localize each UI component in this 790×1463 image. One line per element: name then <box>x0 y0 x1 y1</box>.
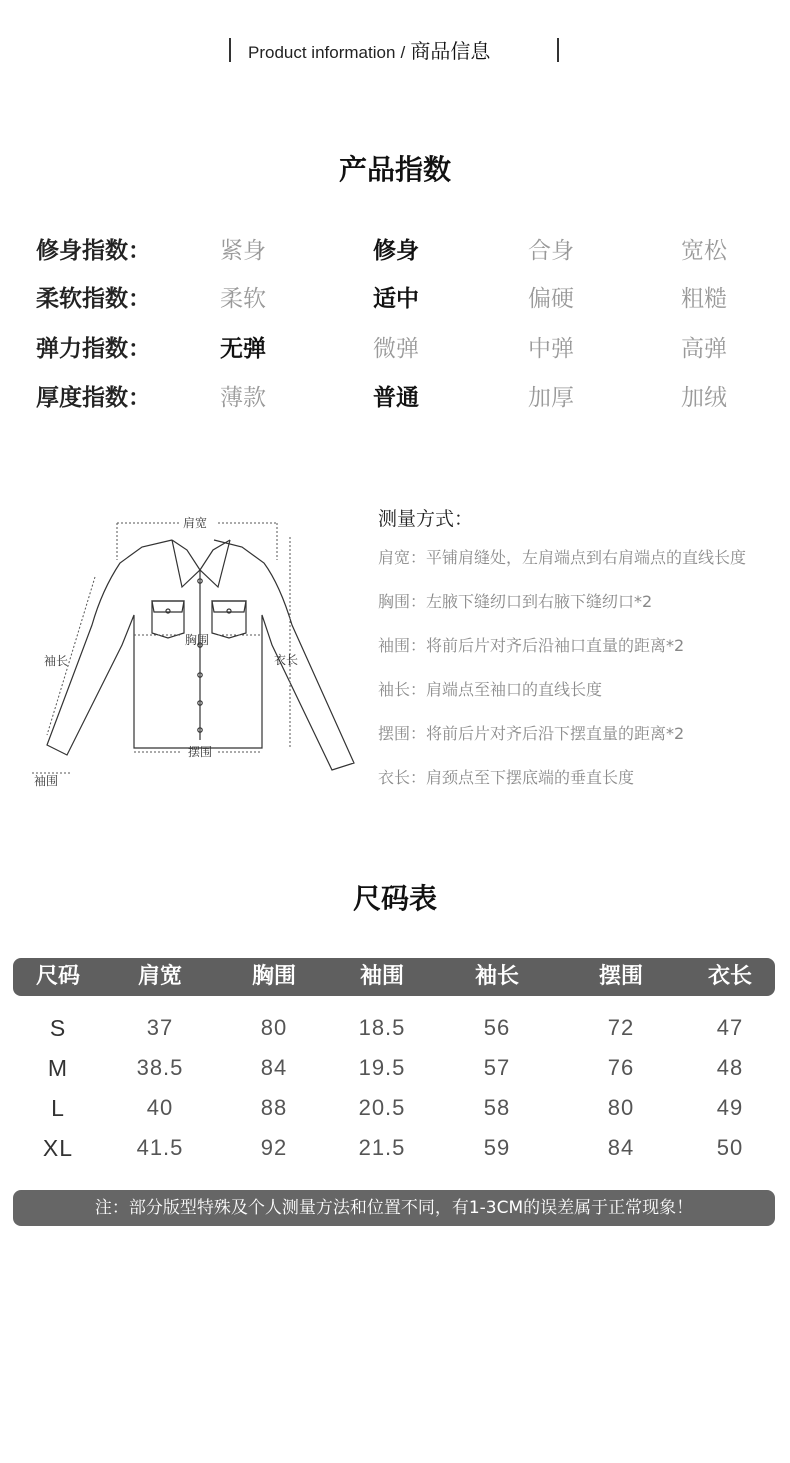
index-option: 粗糙 <box>681 286 727 312</box>
table-cell: 84 <box>607 1135 635 1160</box>
measurement-item: 胸围：左腋下缝纫口到右腋下缝纫口*2 <box>378 592 653 611</box>
product-info-header <box>0 36 790 66</box>
size-header-cell: 胸围 <box>251 964 297 989</box>
diagram-label-shoulder: 肩宽 <box>183 516 208 530</box>
jacket-measurement-diagram <box>22 505 362 795</box>
index-option: 合身 <box>528 238 574 264</box>
table-cell: 92 <box>260 1135 288 1160</box>
size-cell: S <box>49 1015 67 1041</box>
table-cell: 80 <box>607 1095 635 1120</box>
header-left-bar <box>229 38 231 62</box>
table-cell: 80 <box>260 1015 288 1040</box>
table-cell: 47 <box>716 1015 744 1040</box>
table-cell: 41.5 <box>136 1135 184 1160</box>
index-option-selected: 修身 <box>373 238 419 264</box>
table-cell: 20.5 <box>358 1095 406 1120</box>
table-cell: 59 <box>483 1135 511 1160</box>
size-cell: XL <box>42 1135 74 1161</box>
header-title-en: Product information <box>248 43 396 62</box>
size-header-cell: 袖长 <box>474 964 520 989</box>
diagram-label-chest: 胸围 <box>185 633 210 647</box>
header-title-cn: 商品信息 <box>410 39 491 63</box>
index-row-thickness <box>0 379 790 419</box>
diagram-label-cuff: 袖围 <box>34 774 59 788</box>
index-row-softness <box>0 280 790 320</box>
table-cell: 76 <box>607 1055 635 1080</box>
measurement-title: 测量方式： <box>378 508 474 530</box>
size-header-cell: 摆围 <box>598 964 644 989</box>
measurement-item: 摆围：将前后片对齐后沿下摆直量的距离*2 <box>378 724 685 743</box>
table-cell: 38.5 <box>136 1055 184 1080</box>
index-option: 偏硬 <box>528 286 574 312</box>
header-title <box>248 36 490 66</box>
index-option-selected: 普通 <box>373 385 419 411</box>
table-row <box>0 1015 790 1045</box>
measurement-note: 注：部分版型特殊及个人测量方法和位置不同，有1-3CM的误差属于正常现象！ <box>13 1190 775 1226</box>
table-cell: 49 <box>716 1095 744 1120</box>
jacket-illustration <box>22 505 362 795</box>
index-option: 高弹 <box>681 336 727 362</box>
table-cell: 57 <box>483 1055 511 1080</box>
index-label: 厚度指数： <box>36 385 151 411</box>
diagram-label-hem: 摆围 <box>188 745 213 759</box>
index-option: 宽松 <box>681 238 727 264</box>
index-row-fit <box>0 232 790 272</box>
table-cell: 40 <box>146 1095 174 1120</box>
table-cell: 48 <box>716 1055 744 1080</box>
index-label: 弹力指数： <box>36 336 151 362</box>
size-cell: L <box>51 1095 65 1121</box>
measurement-item: 衣长：肩颈点至下摆底端的垂直长度 <box>378 768 635 787</box>
index-option: 加绒 <box>681 385 727 411</box>
size-header-cell: 衣长 <box>707 964 753 989</box>
size-cell: M <box>47 1055 69 1081</box>
index-option: 中弹 <box>528 336 574 362</box>
header-separator: / <box>400 43 406 62</box>
table-cell: 56 <box>483 1015 511 1040</box>
index-label: 修身指数： <box>36 238 151 264</box>
measurement-item: 袖长：肩端点至袖口的直线长度 <box>378 680 603 699</box>
table-row <box>0 1095 790 1125</box>
index-option: 加厚 <box>528 385 574 411</box>
size-section-title: 尺码表 <box>352 882 437 915</box>
table-cell: 58 <box>483 1095 511 1120</box>
index-option-selected: 无弹 <box>220 336 266 362</box>
table-cell: 18.5 <box>358 1015 406 1040</box>
table-cell: 21.5 <box>358 1135 406 1160</box>
index-option-selected: 适中 <box>373 286 419 312</box>
diagram-label-sleeve-length: 袖长 <box>44 654 69 668</box>
measurement-item: 袖围：将前后片对齐后沿袖口直量的距离*2 <box>378 636 685 655</box>
table-cell: 19.5 <box>358 1055 406 1080</box>
size-header-cell: 袖围 <box>359 964 405 989</box>
index-label: 柔软指数： <box>36 286 151 312</box>
table-cell: 88 <box>260 1095 288 1120</box>
table-row <box>0 1055 790 1085</box>
table-cell: 37 <box>146 1015 174 1040</box>
size-header-cell: 肩宽 <box>137 964 183 989</box>
diagram-label-length: 衣长 <box>274 653 299 667</box>
table-row <box>0 1135 790 1165</box>
measurement-methods <box>378 504 763 811</box>
size-table-header <box>13 958 775 996</box>
header-right-bar <box>557 38 559 62</box>
index-row-elasticity <box>0 330 790 370</box>
index-section-title: 产品指数 <box>338 153 451 186</box>
size-header-cell: 尺码 <box>35 964 81 989</box>
table-cell: 50 <box>716 1135 744 1160</box>
index-option: 薄款 <box>220 385 266 411</box>
table-cell: 72 <box>607 1015 635 1040</box>
table-cell: 84 <box>260 1055 288 1080</box>
index-option: 柔软 <box>220 286 266 312</box>
index-option: 紧身 <box>220 238 266 264</box>
measurement-item: 肩宽：平铺肩缝处，左肩端点到右肩端点的直线长度 <box>378 548 747 567</box>
index-option: 微弹 <box>373 336 419 362</box>
